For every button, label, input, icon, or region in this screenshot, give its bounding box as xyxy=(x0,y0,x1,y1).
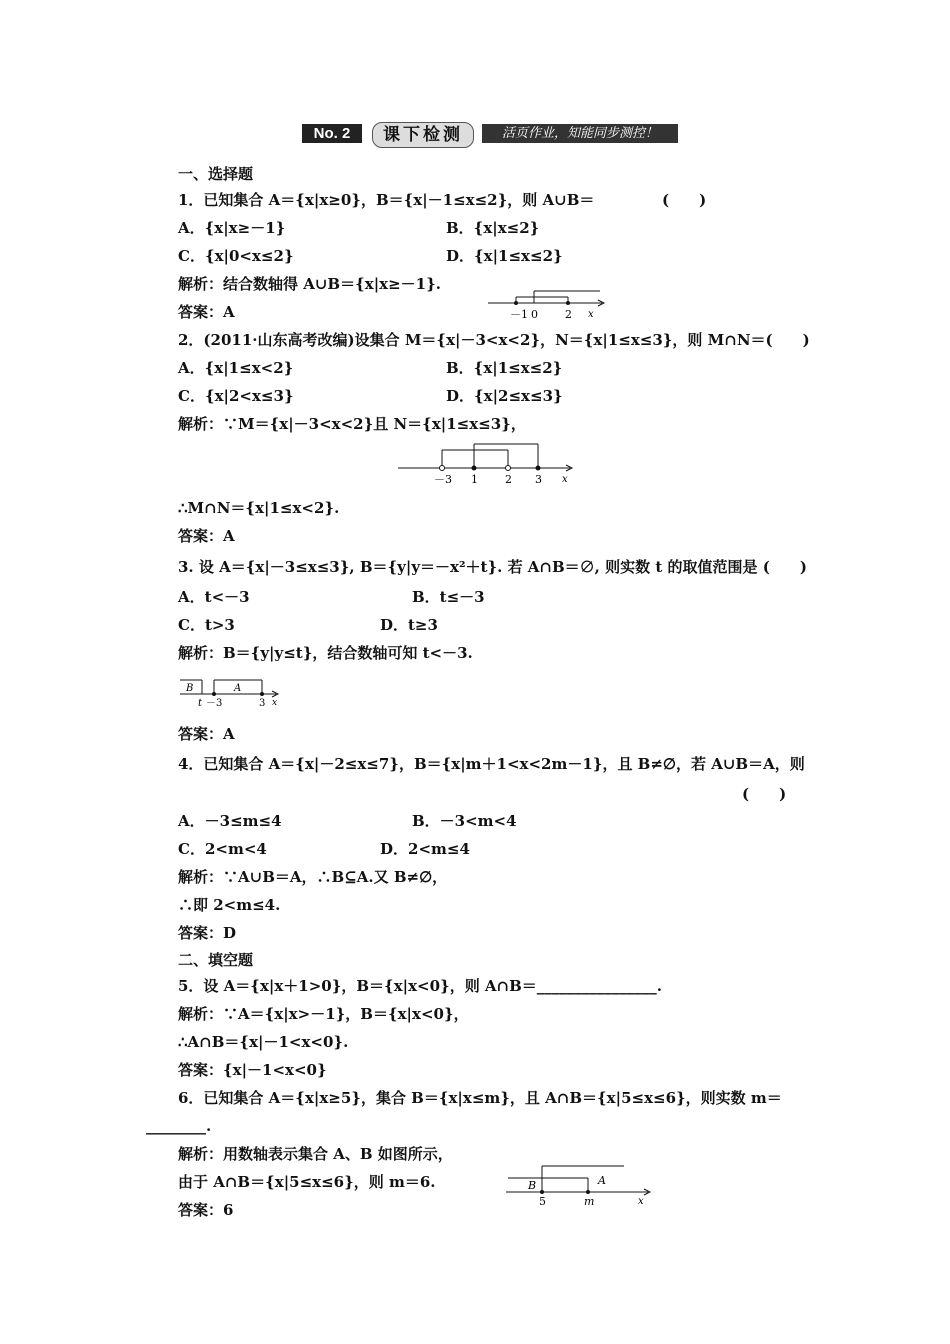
banner-title: 课下检测 xyxy=(372,122,474,148)
option-2b: B．{x|1≤x≤2} xyxy=(446,359,563,377)
solution-5: 解析：∵A＝{x|x>－1}，B＝{x|x<0}， xyxy=(178,1005,469,1023)
tick-label: －3 xyxy=(206,698,223,709)
option-4a: A．－3≤m≤4 xyxy=(178,812,282,830)
question-4-paren: ( ) xyxy=(742,785,787,803)
question-4: 4．已知集合 A＝{x|－2≤x≤7}，B＝{x|m＋1<x<2m－1}，且 B≠∅，若 A∪B＝A，则 xyxy=(178,755,805,773)
tick-label: 2 xyxy=(565,308,572,321)
axis-label: x xyxy=(562,474,568,485)
question-6-blank: ________. xyxy=(146,1117,212,1135)
set-label: A xyxy=(598,1174,606,1187)
option-3b: B．t≤－3 xyxy=(412,588,485,606)
number-line-figure-1 xyxy=(486,285,606,321)
answer-3: 答案：A xyxy=(178,725,235,743)
tick-label: 3 xyxy=(259,698,266,709)
set-label: B xyxy=(186,683,194,694)
option-3c: C．t>3 xyxy=(178,616,235,634)
solution-4-result: ∴即 2<m≤4. xyxy=(178,896,281,914)
banner-subtitle: 活页作业，知能同步测控！ xyxy=(482,124,678,143)
axis-label: x xyxy=(272,698,278,708)
question-1-paren: ( ) xyxy=(662,191,707,209)
solution-4: 解析：∵A∪B＝A，∴B⊆A.又 B≠∅， xyxy=(178,868,448,886)
number-line-figure-3 xyxy=(178,674,282,710)
axis-label: x xyxy=(588,309,594,320)
section-heading-fill: 二、填空题 xyxy=(178,951,254,969)
tick-label: 5 xyxy=(539,1195,546,1208)
solution-6-result: 由于 A∩B＝{x|5≤x≤6}，则 m＝6. xyxy=(178,1173,436,1191)
question-3: 3. 设 A＝{x|－3≤x≤3}, B＝{y|y＝－x²＋t}. 若 A∩B＝∅, 则实数 t 的取值范围是 ( ) xyxy=(178,558,807,576)
number-line-figure-2 xyxy=(396,440,576,486)
answer-4: 答案：D xyxy=(178,924,237,942)
solution-6: 解析：用数轴表示集合 A、B 如图所示， xyxy=(178,1145,453,1163)
option-2d: D．{x|2≤x≤3} xyxy=(446,387,563,405)
tick-label: 1 xyxy=(471,473,478,486)
solution-1: 解析：结合数轴得 A∪B＝{x|x≥－1}. xyxy=(178,275,441,293)
option-2a: A．{x|1≤x<2} xyxy=(178,359,294,377)
option-1a: A．{x|x≥－1} xyxy=(178,219,286,237)
tick-label: 2 xyxy=(505,473,512,486)
option-4d: D．2<m≤4 xyxy=(380,840,470,858)
set-label: B xyxy=(528,1179,537,1192)
option-1b: B．{x|x≤2} xyxy=(446,219,540,237)
set-label: A xyxy=(234,683,242,694)
answer-2: 答案：A xyxy=(178,527,235,545)
number-line-figure-4 xyxy=(504,1162,654,1208)
tick-label: m xyxy=(584,1195,595,1208)
axis-label: x xyxy=(638,1196,644,1207)
section-heading-choice: 一、选择题 xyxy=(178,165,254,183)
solution-3: 解析：B＝{y|y≤t}，结合数轴可知 t<－3. xyxy=(178,644,473,662)
question-1: 1．已知集合 A＝{x|x≥0}，B＝{x|－1≤x≤2}，则 A∪B＝ xyxy=(178,191,595,209)
question-6: 6．已知集合 A＝{x|x≥5}，集合 B＝{x|x≤m}，且 A∩B＝{x|5≤x≤6}，则实数 m＝ xyxy=(178,1089,782,1107)
solution-5-result: ∴A∩B＝{x|－1<x<0}. xyxy=(178,1033,349,1051)
option-4c: C．2<m<4 xyxy=(178,840,267,858)
answer-1: 答案：A xyxy=(178,303,235,321)
solution-2: 解析：∵M＝{x|－3<x<2}且 N＝{x|1≤x≤3}， xyxy=(178,415,526,433)
option-2c: C．{x|2<x≤3} xyxy=(178,387,294,405)
solution-2-result: ∴M∩N＝{x|1≤x<2}. xyxy=(178,499,340,517)
question-2: 2．(2011·山东高考改编)设集合 M＝{x|－3<x<2}，N＝{x|1≤x≤3}，则 M∩N＝( ) xyxy=(178,331,810,349)
banner-number: No. 2 xyxy=(302,124,362,143)
option-1d: D．{x|1≤x≤2} xyxy=(446,247,563,265)
tick-label: －3 xyxy=(434,473,452,486)
section-banner xyxy=(302,122,680,146)
answer-5: 答案：{x|－1<x<0} xyxy=(178,1061,327,1079)
answer-6: 答案：6 xyxy=(178,1201,234,1219)
tick-label: t xyxy=(198,698,203,709)
tick-label: 3 xyxy=(535,473,542,486)
option-3d: D．t≥3 xyxy=(380,616,438,634)
tick-label: 0 xyxy=(531,308,538,321)
option-4b: B．－3<m<4 xyxy=(412,812,517,830)
question-5: 5．设 A＝{x|x＋1>0}，B＝{x|x<0}，则 A∩B＝________________. xyxy=(178,977,663,995)
option-3a: A．t<－3 xyxy=(178,588,250,606)
option-1c: C．{x|0<x≤2} xyxy=(178,247,294,265)
tick-label: －1 xyxy=(510,308,528,321)
